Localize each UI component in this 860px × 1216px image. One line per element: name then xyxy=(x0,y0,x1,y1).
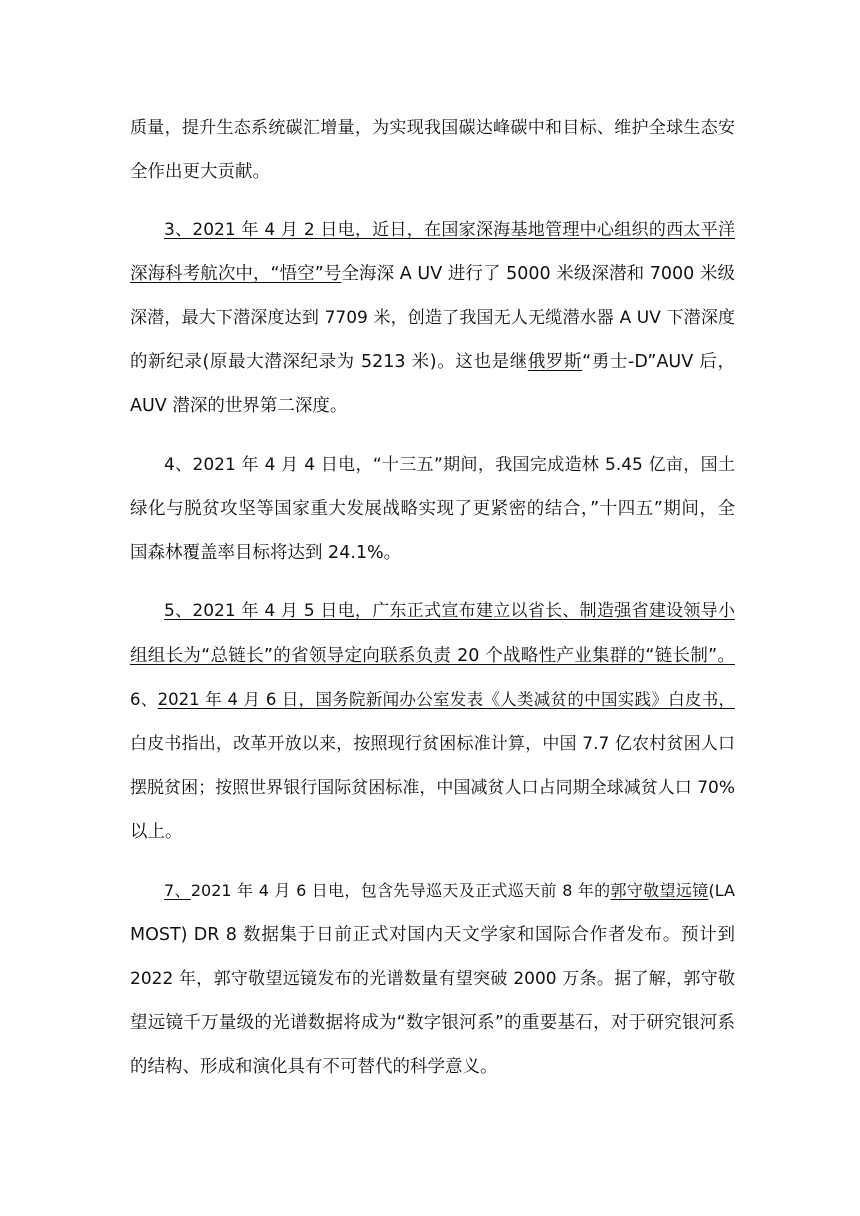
text-segment: (LA xyxy=(708,881,735,900)
text-segment: 绿化与脱贫攻坚等国家重大发展战略实现了更紧密的结合，”十四五”期间，全 xyxy=(130,499,735,519)
underlined-segment: 5、2021 年 4 月 5 日电，广东正式宣布建立以省长、制造强省建设领导小 xyxy=(164,601,735,621)
text-segment: MOST) DR 8 数据集于日前正式对国内天文学家和国际合作者发布。预计到 xyxy=(130,925,735,945)
text-line xyxy=(130,1012,735,1034)
text-segment: 以上。 xyxy=(130,822,183,842)
text-line xyxy=(130,161,735,183)
text-segment: 2022 年，郭守敬望远镜发布的光谱数量有望突破 2000 万条。据了解，郭守敬 xyxy=(130,969,735,989)
text-segment: 4、2021 年 4 月 4 日电，“十三五”期间，我国完成造林 5.45 亿亩，国土 xyxy=(164,455,735,475)
text-line xyxy=(130,117,735,139)
text-line xyxy=(130,733,735,755)
text-line xyxy=(130,777,735,799)
text-segment: 6、 xyxy=(130,690,158,709)
text-line xyxy=(164,600,735,622)
text-line xyxy=(130,968,735,990)
text-line xyxy=(130,498,735,520)
text-segment: 2021 年 4 月 6 日电，包含先导巡天及正式巡天前 8 年的 xyxy=(190,881,611,900)
text-segment: “勇士-D”AUV 后， xyxy=(582,352,735,372)
underlined-segment: 俄罗斯 xyxy=(527,352,583,372)
text-segment: 的新纪录(原最大潜深纪录为 5213 米)。这也是继 xyxy=(130,352,528,372)
text-line xyxy=(130,821,735,843)
underlined-segment: 深海科考航次中，“悟空”号 xyxy=(130,264,342,284)
text-line xyxy=(164,880,735,902)
text-segment: 质量，提升生态系统碳汇增量，为实现我国碳达峰碳中和目标、维护全球生态安 xyxy=(130,118,735,138)
text-segment: 全海深 A UV 进行了 5000 米级深潜和 7000 米级 xyxy=(341,264,735,284)
text-line xyxy=(130,351,735,373)
text-segment: AUV 潜深的世界第二深度。 xyxy=(130,396,348,416)
text-line xyxy=(130,263,735,285)
text-segment: 的结构、形成和演化具有不可替代的科学意义。 xyxy=(130,1057,498,1077)
text-segment: 望远镜千万量级的光谱数据将成为“数字银河系”的重要基石，对于研究银河系 xyxy=(130,1013,735,1033)
underlined-segment: 7、 xyxy=(164,881,191,900)
text-segment: 国森林覆盖率目标将达到 24.1%。 xyxy=(130,543,402,563)
underlined-segment: 组组长为“总链长”的省领导定向联系负责 20 个战略性产业集群的“链长制”。 xyxy=(130,646,735,666)
text-segment: 全作出更大贡献。 xyxy=(130,162,270,182)
text-line xyxy=(130,542,735,564)
underlined-segment: 2021 年 4 月 6 日，国务院新闻办公室发表《人类减贫的中国实践》白皮书， xyxy=(157,690,735,709)
text-line xyxy=(130,1056,735,1078)
text-line xyxy=(130,307,735,329)
text-segment: 深潜，最大下潜深度达到 7709 米，创造了我国无人无缆潜水器 A UV 下潜深度 xyxy=(130,308,735,328)
underlined-segment: 郭守敬望远镜 xyxy=(610,881,709,900)
text-segment: 摆脱贫困；按照世界银行国际贫困标准，中国减贫人口占同期全球减贫人口 70% xyxy=(130,778,735,798)
text-line xyxy=(130,645,735,667)
text-line xyxy=(130,395,735,417)
text-line xyxy=(164,219,735,241)
text-line xyxy=(164,454,735,476)
text-segment: 白皮书指出，改革开放以来，按照现行贫困标准计算，中国 7.7 亿农村贫困人口 xyxy=(130,734,735,754)
text-line xyxy=(130,924,735,946)
underlined-segment: 3、2021 年 4 月 2 日电，近日，在国家深海基地管理中心组织的西太平洋 xyxy=(164,220,735,240)
text-line xyxy=(130,689,735,711)
